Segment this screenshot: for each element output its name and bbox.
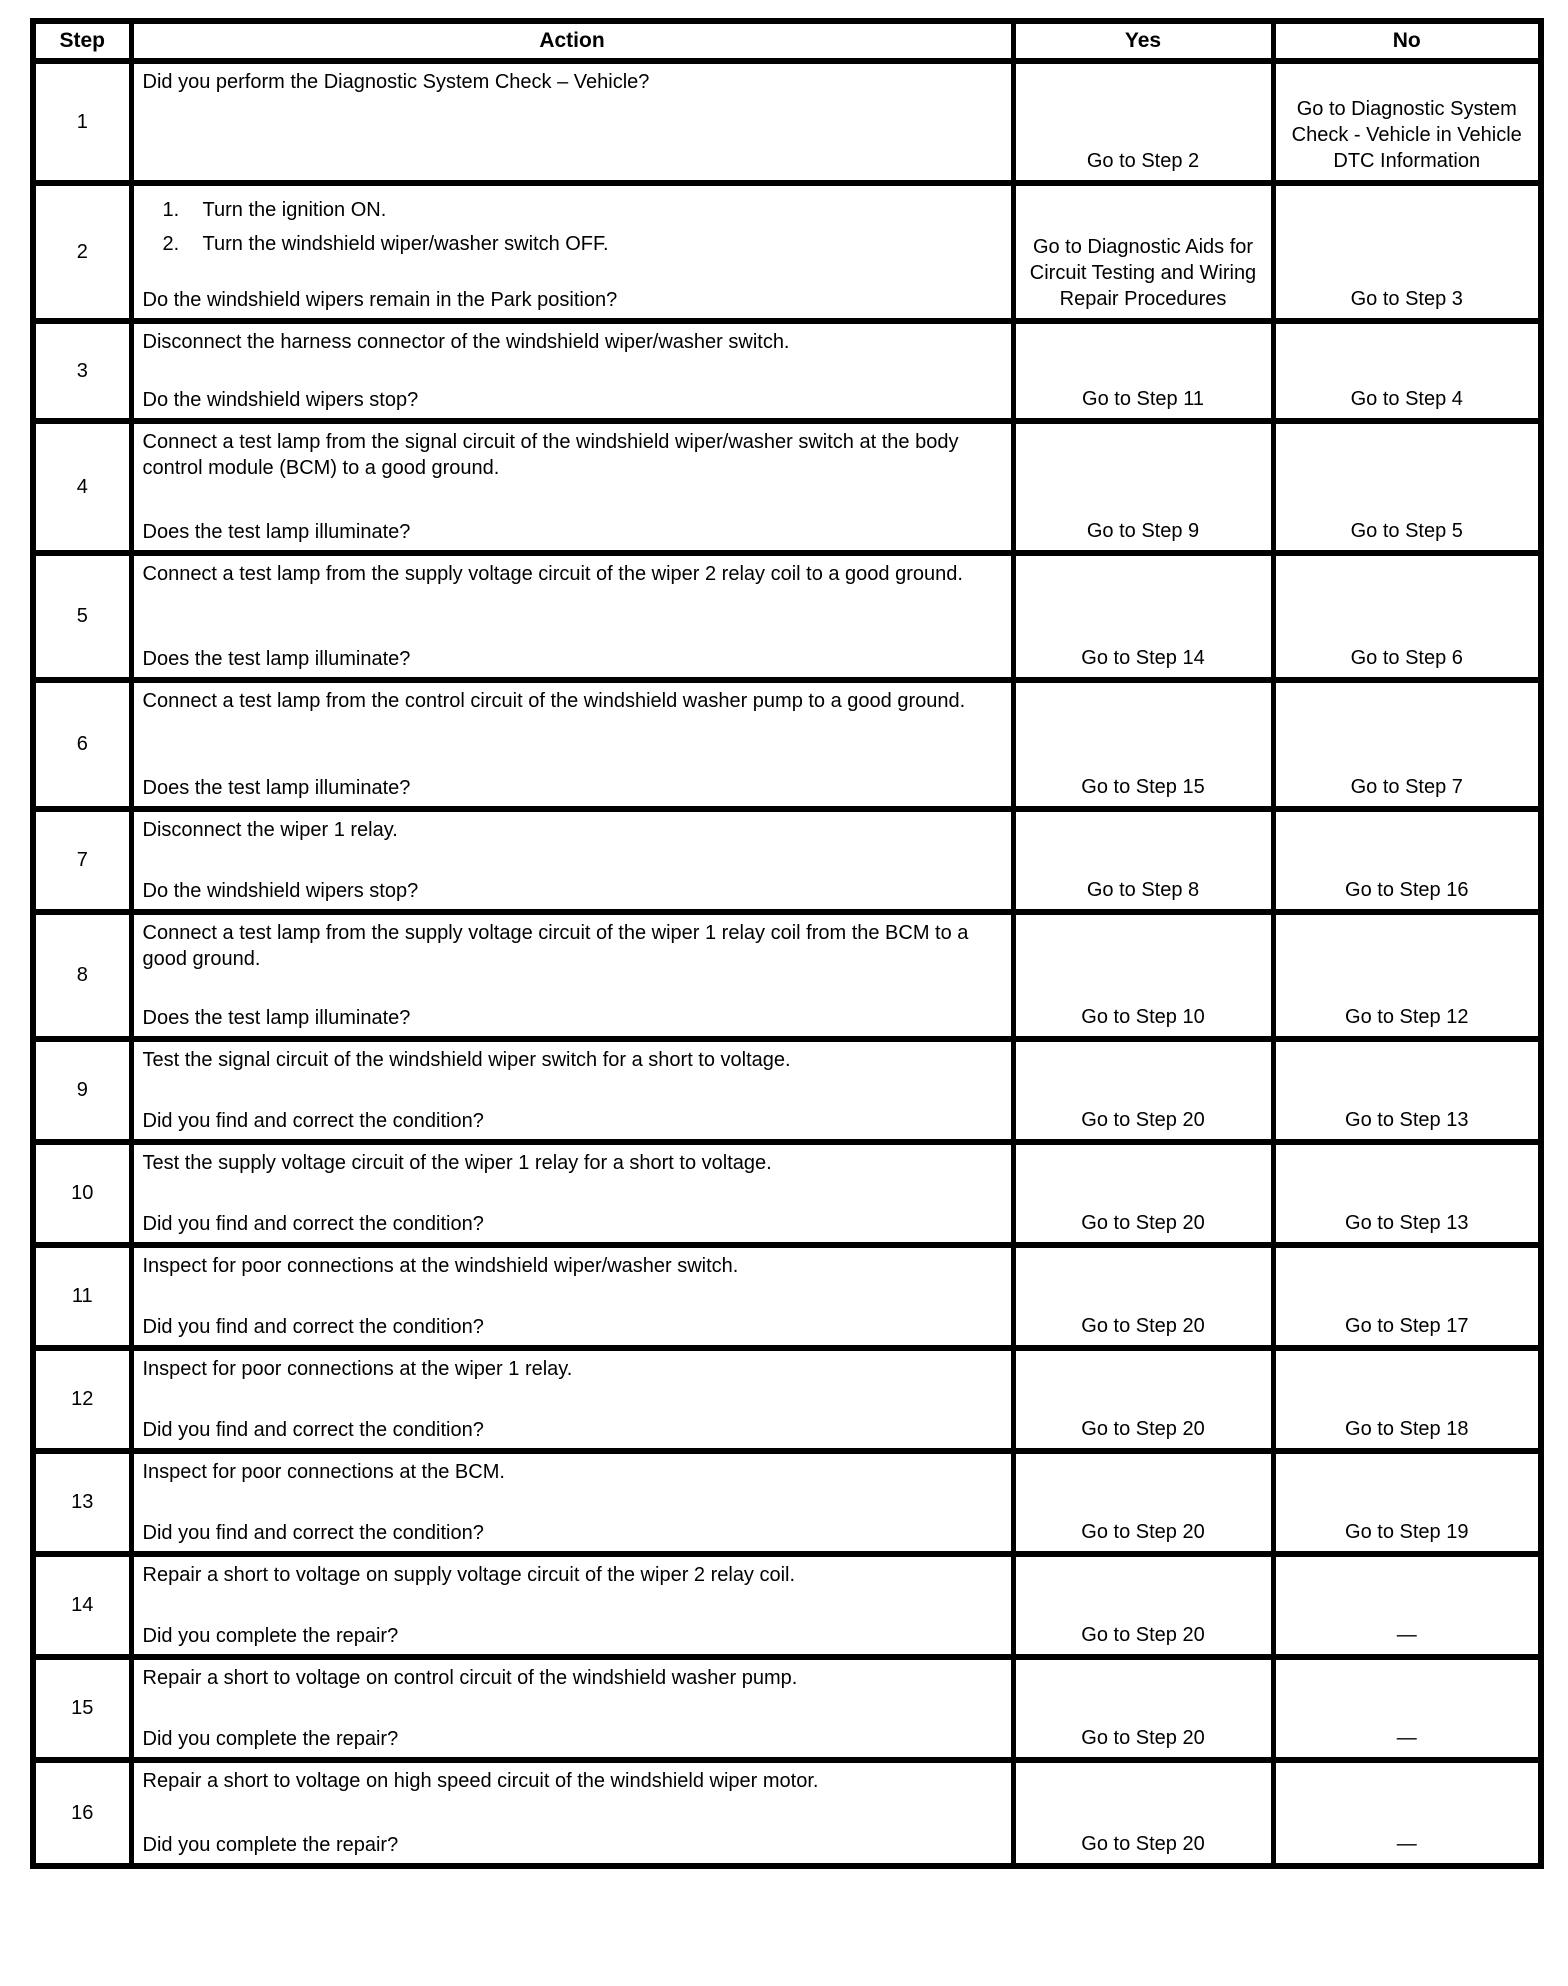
step-number: 2 [33,183,131,321]
no-cell: Go to Step 16 [1273,809,1541,912]
table-row [33,1554,1541,1657]
no-cell: Go to Step 5 [1273,421,1541,553]
action-cell [131,421,1013,553]
yes-cell: Go to Step 20 [1013,1039,1273,1142]
action-text: Connect a test lamp from the supply voltage circuit of the wiper 2 relay coil to a good ground. [142,563,963,585]
table-row [33,912,1541,1039]
list-item [163,197,1001,223]
action-text: Repair a short to voltage on control circuit of the windshield washer pump. [142,1667,798,1689]
action-cell [131,1554,1013,1657]
table-row [33,421,1541,553]
table-row [33,680,1541,809]
table-row [33,183,1541,321]
action-text: Inspect for poor connections at the wiper 1 relay. [142,1358,573,1380]
action-text: Test the supply voltage circuit of the wiper 1 relay for a short to voltage. [142,1152,772,1174]
list-number: 2. [162,233,180,255]
table-row [33,1142,1541,1245]
table-row [33,1348,1541,1451]
action-cell [131,321,1013,421]
table-row [33,553,1541,680]
step-number: 7 [33,809,131,912]
no-cell: Go to Step 13 [1273,1039,1541,1142]
action-cell [131,183,1013,321]
yes-cell: Go to Step 20 [1013,1142,1273,1245]
step-number: 11 [33,1245,131,1348]
action-question: Does the test lamp illuminate? [142,521,411,543]
action-cell [131,1142,1013,1245]
no-cell: Go to Diagnostic System Check - Vehicle in Vehicle DTC Information [1273,61,1541,183]
action-cell [131,1039,1013,1142]
action-question: Do the windshield wipers stop? [142,880,419,902]
action-text: Inspect for poor connections at the windshield wiper/washer switch. [142,1255,739,1277]
action-cell [131,1245,1013,1348]
yes-cell: Go to Step 15 [1013,680,1273,809]
yes-cell: Go to Step 11 [1013,321,1273,421]
table-row [33,321,1541,421]
step-number: 15 [33,1657,131,1760]
no-cell: Go to Step 18 [1273,1348,1541,1451]
list-text: Turn the windshield wiper/washer switch OFF. [202,233,609,255]
action-cell [131,553,1013,680]
yes-cell: Go to Step 14 [1013,553,1273,680]
no-cell: — [1273,1657,1541,1760]
table-row [33,61,1541,183]
step-number: 9 [33,1039,131,1142]
action-text: Repair a short to voltage on high speed circuit of the windshield wiper motor. [142,1770,819,1792]
list-number: 1. [162,199,180,221]
yes-cell: Go to Step 20 [1013,1657,1273,1760]
action-question: Does the test lamp illuminate? [142,648,411,670]
action-cell [131,912,1013,1039]
action-cell [131,1348,1013,1451]
diagnostic-steps-table [30,18,1544,1869]
no-cell: Go to Step 17 [1273,1245,1541,1348]
step-number: 16 [33,1760,131,1866]
action-question: Did you complete the repair? [142,1728,399,1750]
yes-cell: Go to Step 20 [1013,1554,1273,1657]
no-cell: Go to Step 7 [1273,680,1541,809]
action-text: Connect a test lamp from the signal circuit of the windshield wiper/washer switch at the body control module (BCM) to a good ground. [142,431,959,479]
action-question: Did you find and correct the condition? [142,1213,484,1235]
no-cell: Go to Step 13 [1273,1142,1541,1245]
action-question: Do the windshield wipers stop? [142,389,419,411]
header-row [33,21,1541,61]
step-number: 13 [33,1451,131,1554]
action-list [143,191,1001,257]
action-question: Did you complete the repair? [142,1834,399,1856]
action-text: Disconnect the harness connector of the windshield wiper/washer switch. [142,331,790,353]
no-cell: Go to Step 12 [1273,912,1541,1039]
no-cell: — [1273,1554,1541,1657]
table-row [33,1245,1541,1348]
action-cell [131,1657,1013,1760]
yes-cell: Go to Step 20 [1013,1348,1273,1451]
action-text: Inspect for poor connections at the BCM. [142,1461,505,1483]
no-cell: Go to Step 19 [1273,1451,1541,1554]
step-number: 1 [33,61,131,183]
action-text: Disconnect the wiper 1 relay. [142,819,398,841]
action-cell [131,1451,1013,1554]
action-text: Test the signal circuit of the windshield wiper switch for a short to voltage. [142,1049,791,1071]
no-cell: Go to Step 6 [1273,553,1541,680]
step-number: 14 [33,1554,131,1657]
table-row [33,1657,1541,1760]
action-text: Connect a test lamp from the control circuit of the windshield washer pump to a good ground. [142,690,966,712]
yes-cell: Go to Step 20 [1013,1451,1273,1554]
action-question: Do the windshield wipers remain in the Park position? [142,289,618,311]
header-yes: Yes [1013,21,1273,61]
header-action: Action [131,21,1013,61]
action-cell [131,61,1013,183]
action-question: Did you find and correct the condition? [142,1110,484,1132]
yes-cell: Go to Step 2 [1013,61,1273,183]
yes-cell: Go to Step 8 [1013,809,1273,912]
action-cell [131,809,1013,912]
action-cell [131,1760,1013,1866]
yes-cell: Go to Step 20 [1013,1760,1273,1866]
no-cell: Go to Step 4 [1273,321,1541,421]
list-text: Turn the ignition ON. [202,199,387,221]
action-text: Repair a short to voltage on supply voltage circuit of the wiper 2 relay coil. [142,1564,796,1586]
action-question: Did you complete the repair? [142,1625,399,1647]
no-cell: Go to Step 3 [1273,183,1541,321]
no-cell: — [1273,1760,1541,1866]
step-number: 4 [33,421,131,553]
action-question: Does the test lamp illuminate? [142,1007,411,1029]
table-row [33,1760,1541,1866]
table-row [33,1451,1541,1554]
yes-cell: Go to Step 9 [1013,421,1273,553]
step-number: 10 [33,1142,131,1245]
list-item [163,231,1001,257]
action-question: Did you find and correct the condition? [142,1419,484,1441]
step-number: 3 [33,321,131,421]
action-question: Did you find and correct the condition? [142,1522,484,1544]
action-cell [131,680,1013,809]
step-number: 6 [33,680,131,809]
yes-cell: Go to Step 10 [1013,912,1273,1039]
table-row [33,809,1541,912]
step-number: 12 [33,1348,131,1451]
yes-cell: Go to Diagnostic Aids for Circuit Testing and Wiring Repair Procedures [1013,183,1273,321]
header-step: Step [33,21,131,61]
yes-cell: Go to Step 20 [1013,1245,1273,1348]
table-row [33,1039,1541,1142]
action-text: Connect a test lamp from the supply voltage circuit of the wiper 1 relay coil from the BCM to a good ground. [142,922,969,970]
action-question: Does the test lamp illuminate? [142,777,411,799]
step-number: 8 [33,912,131,1039]
header-no: No [1273,21,1541,61]
step-number: 5 [33,553,131,680]
action-text: Did you perform the Diagnostic System Check – Vehicle? [142,71,650,93]
action-question: Did you find and correct the condition? [142,1316,484,1338]
